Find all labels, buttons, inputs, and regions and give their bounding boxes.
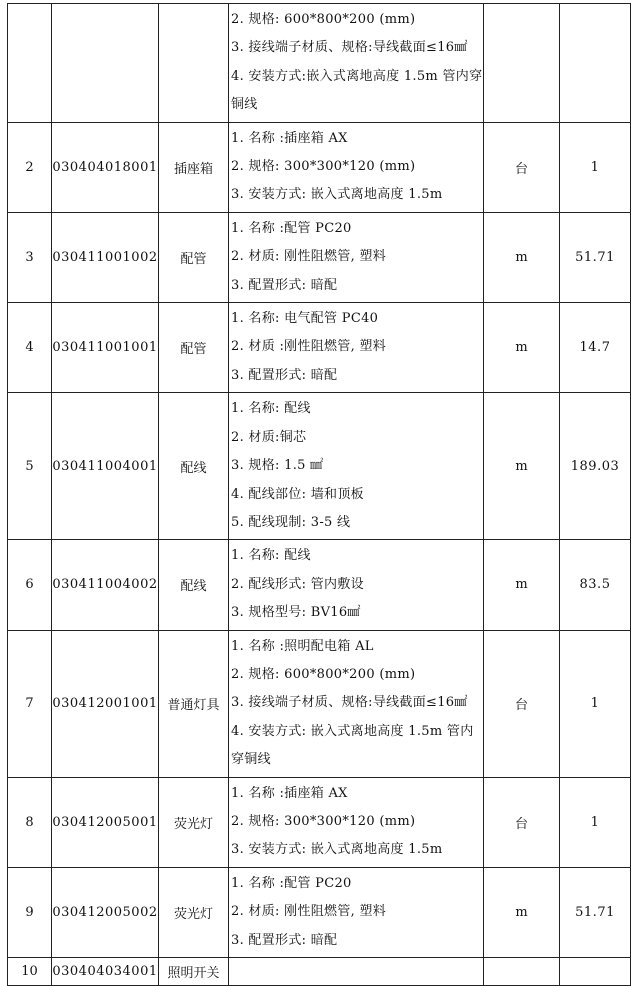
quantity-cell: 51.71 (560, 212, 631, 302)
item-number-cell: 2 (8, 122, 52, 212)
description-line: 4. 安装方式: 嵌入式离地高度 1.5m 管内穿铜线 (231, 723, 474, 768)
item-name-cell: 配线 (159, 393, 229, 540)
item-number-cell: 5 (8, 393, 52, 540)
quantity-cell: 83.5 (560, 540, 631, 630)
description-line: 2. 材质: 刚性阻燃管, 塑料 (231, 904, 387, 920)
unit-cell: 台 (484, 777, 560, 867)
description-line: 2. 规格: 600*800*200 (mm) (231, 666, 416, 682)
description-line: 2. 规格: 300*300*120 (mm) (231, 813, 416, 829)
item-name-cell: 配线 (159, 540, 229, 630)
description-line: 3. 安装方式: 嵌入式离地高度 1.5m (231, 187, 443, 203)
unit-cell: m (484, 212, 560, 302)
item-number-cell: 9 (8, 867, 52, 957)
quantity-cell: 14.7 (560, 303, 631, 393)
bill-of-quantities-sheet (7, 3, 630, 981)
description-line: 1. 名称 :配管 PC20 (231, 875, 352, 891)
description-line: 1. 名称 :插座箱 AX (231, 785, 348, 801)
table-row (8, 4, 631, 123)
description-line: 2. 规格: 300*300*120 (mm) (231, 159, 416, 175)
item-name-cell: 照明开关 (159, 958, 229, 986)
description-line: 2. 材质: 刚性阻燃管, 塑料 (231, 249, 387, 265)
item-description-cell (229, 212, 484, 302)
item-name-cell: 荧光灯 (159, 777, 229, 867)
item-code-cell (52, 4, 159, 123)
unit-cell: m (484, 540, 560, 630)
description-line: 5. 配线现制: 3-5 线 (231, 514, 351, 530)
table-row (8, 958, 631, 986)
table-row (8, 540, 631, 630)
table-row (8, 212, 631, 302)
description-line: 1. 名称 :配管 PC20 (231, 220, 352, 236)
description-line: 4. 配线部位: 墙和顶板 (231, 486, 364, 502)
quantity-cell: 1 (560, 122, 631, 212)
description-line: 1. 名称 :插座箱 AX (231, 130, 348, 146)
quantity-cell (560, 958, 631, 986)
item-number-cell: 10 (8, 958, 52, 986)
item-number-cell (8, 4, 52, 123)
unit-cell: m (484, 867, 560, 957)
item-name-cell: 配管 (159, 212, 229, 302)
unit-cell: 台 (484, 630, 560, 777)
item-name-cell: 荧光灯 (159, 867, 229, 957)
item-number-cell: 6 (8, 540, 52, 630)
item-code-cell: 030411004001 (52, 393, 159, 540)
item-code-cell: 030412001001 (52, 630, 159, 777)
description-line: 2. 规格: 600*800*200 (mm) (231, 12, 416, 27)
description-line: 1. 名称: 电气配管 PC40 (231, 311, 379, 327)
description-line: 3. 配置形式: 暗配 (231, 277, 338, 293)
unit-cell: m (484, 393, 560, 540)
item-number-cell: 8 (8, 777, 52, 867)
description-line: 3. 安装方式: 嵌入式离地高度 1.5m (231, 842, 443, 858)
item-code-cell: 030404018001 (52, 122, 159, 212)
description-line: 4. 安装方式:嵌入式离地高度 1.5m 管内穿铜线 (231, 68, 483, 113)
item-code-cell: 030411004002 (52, 540, 159, 630)
item-description-cell (229, 958, 484, 986)
item-code-cell: 030412005001 (52, 777, 159, 867)
description-line: 1. 名称: 配线 (231, 401, 311, 417)
item-name-cell: 插座箱 (159, 122, 229, 212)
unit-cell (484, 958, 560, 986)
item-number-cell: 7 (8, 630, 52, 777)
unit-cell: m (484, 303, 560, 393)
item-number-cell: 3 (8, 212, 52, 302)
table-row (8, 630, 631, 777)
item-code-cell: 030412005002 (52, 867, 159, 957)
description-line: 1. 名称 :照明配电箱 AL (231, 638, 374, 654)
item-code-cell: 030411001002 (52, 212, 159, 302)
item-description-cell (229, 303, 484, 393)
item-description-cell (229, 630, 484, 777)
description-line: 2. 材质:铜芯 (231, 429, 307, 445)
table-row (8, 122, 631, 212)
bill-of-quantities-table (7, 3, 631, 986)
item-code-cell: 030411001001 (52, 303, 159, 393)
quantity-cell: 1 (560, 777, 631, 867)
table-row (8, 867, 631, 957)
description-line: 1. 名称: 配线 (231, 548, 311, 564)
description-line: 3. 配置形式: 暗配 (231, 932, 338, 948)
unit-cell (484, 4, 560, 123)
item-description-cell (229, 4, 484, 123)
item-description-cell (229, 540, 484, 630)
quantity-cell: 51.71 (560, 867, 631, 957)
description-line: 3. 规格型号: BV16㎟ (231, 605, 361, 621)
item-description-cell (229, 393, 484, 540)
description-line: 3. 规格: 1.5 ㎟ (231, 458, 324, 474)
item-name-cell: 普通灯具 (159, 630, 229, 777)
quantity-cell: 1 (560, 630, 631, 777)
item-name-cell (159, 4, 229, 123)
item-code-cell: 030404034001 (52, 958, 159, 986)
table-row (8, 393, 631, 540)
quantity-cell: 189.03 (560, 393, 631, 540)
description-line: 3. 接线端子材质、规格:导线截面≤16㎟ (231, 40, 468, 56)
description-line: 2. 配线形式: 管内敷设 (231, 576, 364, 592)
item-description-cell (229, 777, 484, 867)
unit-cell: 台 (484, 122, 560, 212)
item-description-cell (229, 867, 484, 957)
item-description-cell (229, 122, 484, 212)
description-line: 3. 配置形式: 暗配 (231, 367, 338, 383)
table-row (8, 777, 631, 867)
item-name-cell: 配管 (159, 303, 229, 393)
description-line: 2. 材质 :刚性阻燃管, 塑料 (231, 339, 387, 355)
quantity-cell (560, 4, 631, 123)
table-row (8, 303, 631, 393)
description-line: 3. 接线端子材质、规格:导线截面≤16㎟ (231, 695, 468, 711)
item-number-cell: 4 (8, 303, 52, 393)
